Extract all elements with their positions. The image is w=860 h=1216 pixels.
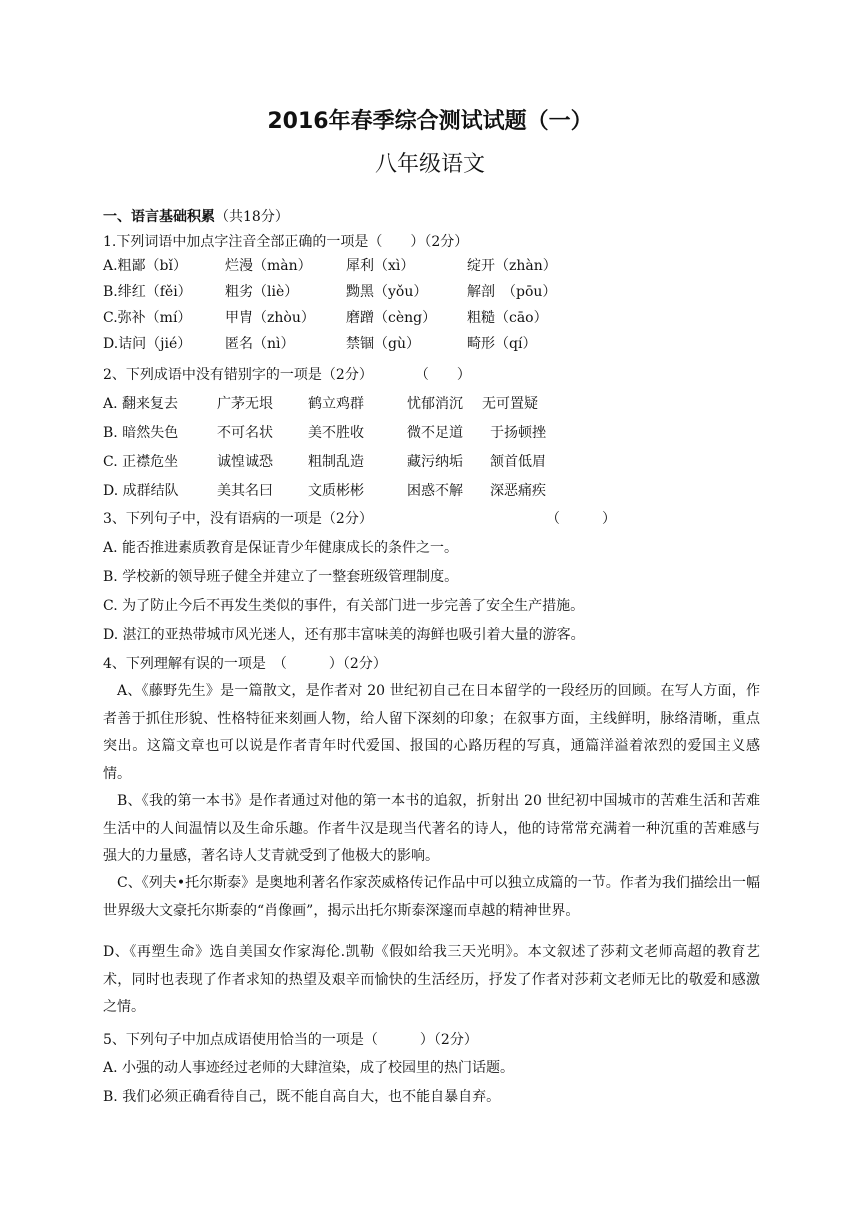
q2-option-a-2: 广茅无垠: [217, 396, 273, 412]
q5-option-a: A. 小强的动人事迹经过老师的大肆渲染，成了校园里的热门话题。: [103, 1060, 515, 1076]
q1-option-a-1: A.粗鄙（bǐ）: [103, 258, 187, 274]
q4-option-d: D、《再塑生命》选自美国女作家海伦.凯勒《假如给我三天光明》。本文叙述了莎莉文老师高超的教育艺术，同时也表现了作者求知的热望及艰辛而愉快的生活经历，抒发了作者对莎莉文老师无比的敬爱和感激之情。: [103, 944, 760, 1015]
q2-option-c-2: 诚惶诚恐: [217, 454, 273, 470]
q5-option-b: B. 我们必须正确看待自己，既不能自高自大，也不能自暴自弃。: [103, 1089, 501, 1105]
question-4-stem: 4、下列理解有误的一项是 （ ）（2分）: [103, 656, 387, 672]
q1-option-b-2: 粗劣（liè）: [225, 284, 299, 300]
exam-subtitle: 八年级语文: [374, 152, 485, 177]
q1-option-d-4: 畸形（qí）: [467, 336, 537, 352]
q2-option-b-3: 美不胜收: [308, 425, 364, 441]
q1-option-b-1: B.绯红（fěi）: [103, 284, 192, 300]
q2-option-b-2: 不可名状: [217, 425, 273, 441]
q1-option-d-1: D.诘问（jié）: [103, 336, 192, 352]
q3-option-d: D. 湛江的亚热带城市风光迷人，还有那丰富味美的海鲜也吸引着大量的游客。: [103, 627, 585, 643]
q1-option-c-3: 磨蹭（cèng）: [346, 310, 437, 326]
q2-option-c-3: 粗制乱造: [308, 454, 364, 470]
q2-option-a-1: A. 翻来复去: [103, 396, 179, 412]
q2-option-b-5: 于扬顿挫: [490, 425, 546, 441]
q1-option-c-1: C.弥补（mí）: [103, 310, 192, 326]
q2-option-d-1: D. 成群结队: [103, 483, 179, 499]
q1-option-a-4: 绽开（zhàn）: [467, 258, 557, 274]
q2-option-d-4: 困惑不解: [407, 483, 463, 499]
q2-option-d-5: 深恶痛疾: [490, 483, 546, 499]
q1-option-b-4: 解剖 （pōu）: [467, 284, 557, 300]
section-heading: [103, 207, 289, 227]
exam-title: 2016年春季综合测试试题（一）: [267, 109, 593, 134]
question-5-stem: 5、下列句子中加点成语使用恰当的一项是（ ）（2分）: [103, 1032, 478, 1048]
q2-option-d-2: 美其名曰: [217, 483, 273, 499]
q2-option-b-1: B. 暗然失色: [103, 425, 179, 441]
question-3-answer-bracket: （ ）: [546, 511, 616, 527]
q1-option-a-2: 烂漫（màn）: [225, 258, 312, 274]
q1-option-d-3: 禁锢（gù）: [346, 336, 420, 352]
q2-option-a-3: 鹤立鸡群: [308, 396, 364, 412]
q2-option-a-4: 忧郁消沉: [407, 396, 463, 412]
q4-option-c: C、《列夫•托尔斯泰》是奥地利著名作家茨威格传记作品中可以独立成篇的一节。作者为我们描绘出一幅世界级大文豪托尔斯泰的“肖像画”，揭示出托尔斯泰深邃而卓越的精神世界。: [103, 875, 760, 919]
q1-option-b-3: 黝黑（yǒu）: [346, 284, 428, 300]
q4-option-a: A、《藤野先生》是一篇散文，是作者对 20 世纪初自己在日本留学的一段经历的回顾。在写人方面，作者善于抓住形貌、性格特征来刻画人物，给人留下深刻的印象；在叙事方面，主线鲜明，脉络清晰，重点突出。这篇文章也可以说是作者青年时代爱国、报国的心路历程的写真，通篇洋溢着浓烈的爱国主义感情。: [103, 683, 760, 782]
question-1-stem: 1.下列词语中加点字注音全部正确的一项是（ ）（2分）: [103, 234, 469, 250]
question-2-stem: 2、下列成语中没有错别字的一项是（2分） （ ）: [103, 367, 471, 383]
q2-option-d-3: 文质彬彬: [308, 483, 364, 499]
q4-option-b: B、《我的第一本书》是作者通过对他的第一本书的追叙，折射出 20 世纪初中国城市的苦难生活和苦难生活中的人间温情以及生命乐趣。作者牛汉是现当代著名的诗人，他的诗常常充满着一种沉重的苦难感与强大的力量感，著名诗人艾青就受到了他极大的影响。: [103, 793, 760, 864]
q2-option-c-5: 颔首低眉: [490, 454, 546, 470]
q2-option-a-5: 无可置疑: [482, 396, 538, 412]
q1-option-c-2: 甲胄（zhòu）: [225, 310, 315, 326]
q3-option-a: A. 能否推进素质教育是保证青少年健康成长的条件之一。: [103, 540, 459, 556]
q2-option-c-1: C. 正襟危坐: [103, 454, 179, 470]
q1-option-c-4: 粗糙（cāo）: [467, 310, 548, 326]
q3-option-c: C. 为了防止今后不再发生类似的事件，有关部门进一步完善了安全生产措施。: [103, 598, 585, 614]
q3-option-b: B. 学校新的领导班子健全并建立了一整套班级管理制度。: [103, 569, 459, 585]
q2-option-b-4: 微不足道: [407, 425, 463, 441]
section-points: （共18分）: [215, 209, 289, 225]
q1-option-d-2: 匿名（nì）: [225, 336, 295, 352]
q1-option-a-3: 犀利（xì）: [346, 258, 415, 274]
section-label: 一、语言基础积累: [103, 209, 215, 225]
q2-option-c-4: 藏污纳垢: [407, 454, 463, 470]
question-3-stem: 3、下列句子中，没有语病的一项是（2分）: [103, 511, 373, 527]
